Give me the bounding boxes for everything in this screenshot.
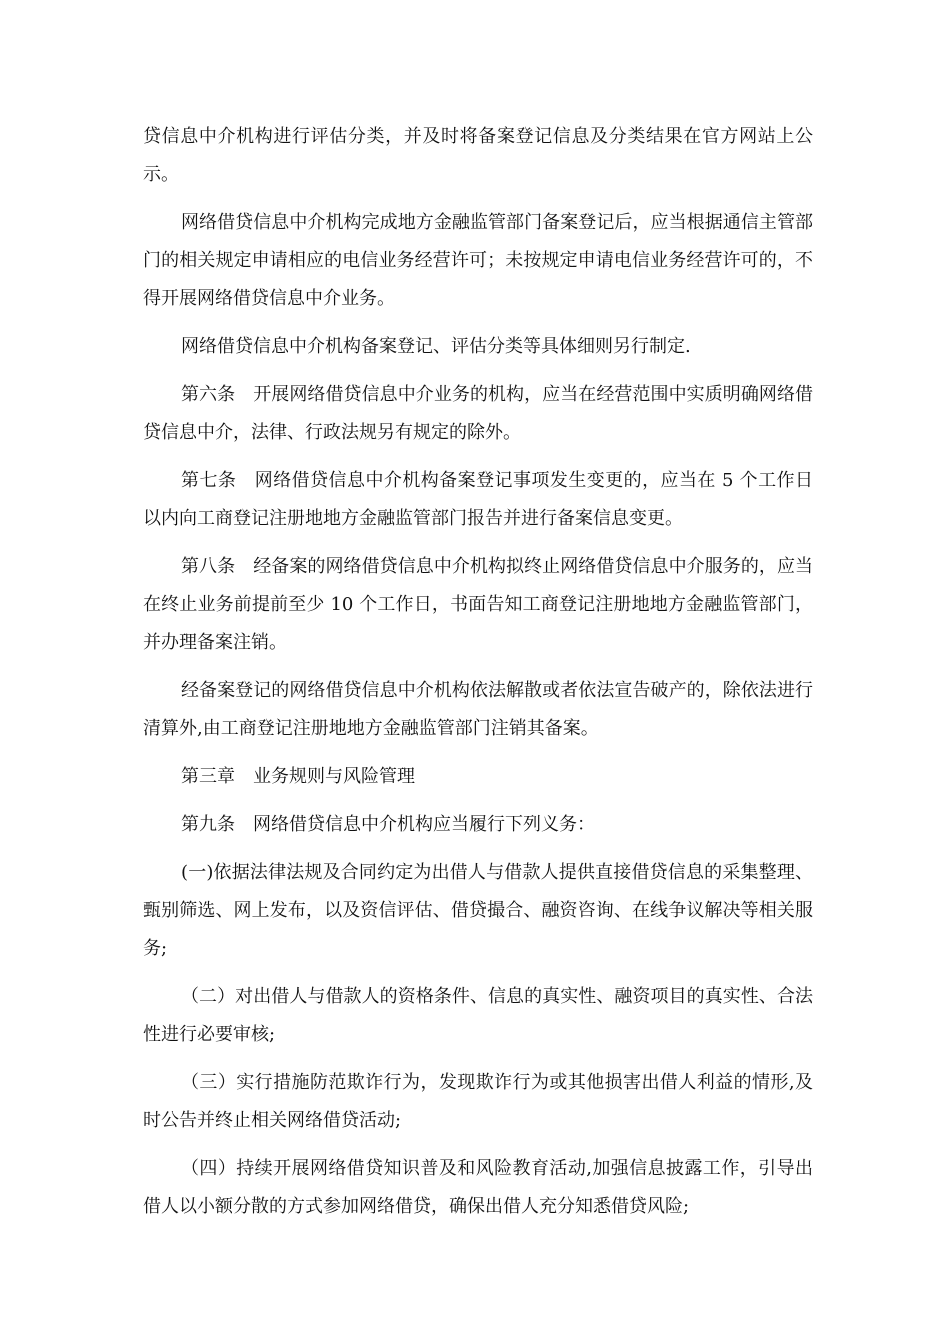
paragraph-3: 网络借贷信息中介机构备案登记、评估分类等具体细则另行制定. xyxy=(181,336,691,357)
article-8: 第八条 经备案的网络借贷信息中介机构拟终止网络借贷信息中介服务的，应当在终止业务前提前至少 10 个工作日，书面告知工商登记注册地地方金融监管部门，并办理备案注销。 xyxy=(143,556,813,653)
paragraph-dissolution: 经备案登记的网络借贷信息中介机构依法解散或者依法宣告破产的，除依法进行清算外,由工商登记注册地地方金融监管部门注销其备案。 xyxy=(143,680,813,739)
paragraph-1: 贷信息中介机构进行评估分类，并及时将备案登记信息及分类结果在官方网站上公示。 xyxy=(143,126,813,185)
article-9-item-4: （四）持续开展网络借贷知识普及和风险教育活动,加强信息披露工作，引导出借人以小额分散的方式参加网络借贷，确保出借人充分知悉借贷风险; xyxy=(143,1158,813,1217)
article-9-item-2: （二）对出借人与借款人的资格条件、信息的真实性、融资项目的真实性、合法性进行必要审核; xyxy=(143,986,813,1045)
article-7: 第七条 网络借贷信息中介机构备案登记事项发生变更的，应当在 5 个工作日以内向工商登记注册地地方金融监管部门报告并进行备案信息变更。 xyxy=(143,470,813,529)
article-9-item-3: （三）实行措施防范欺诈行为，发现欺诈行为或其他损害出借人利益的情形,及时公告并终止相关网络借贷活动; xyxy=(143,1072,813,1131)
article-9: 第九条 网络借贷信息中介机构应当履行下列义务： xyxy=(181,814,595,835)
document-body xyxy=(143,118,813,1236)
chapter-3-heading: 第三章 业务规则与风险管理 xyxy=(181,766,415,787)
article-9-item-1: (一)依据法律法规及合同约定为出借人与借款人提供直接借贷信息的采集整理、甄别筛选、网上发布，以及资信评估、借贷撮合、融资咨询、在线争议解决等相关服务; xyxy=(143,862,813,959)
article-6: 第六条 开展网络借贷信息中介业务的机构，应当在经营范围中实质明确网络借贷信息中介，法律、行政法规另有规定的除外。 xyxy=(143,384,813,443)
paragraph-2: 网络借贷信息中介机构完成地方金融监管部门备案登记后，应当根据通信主管部门的相关规定申请相应的电信业务经营许可；未按规定申请电信业务经营许可的，不得开展网络借贷信息中介业务。 xyxy=(143,212,813,309)
